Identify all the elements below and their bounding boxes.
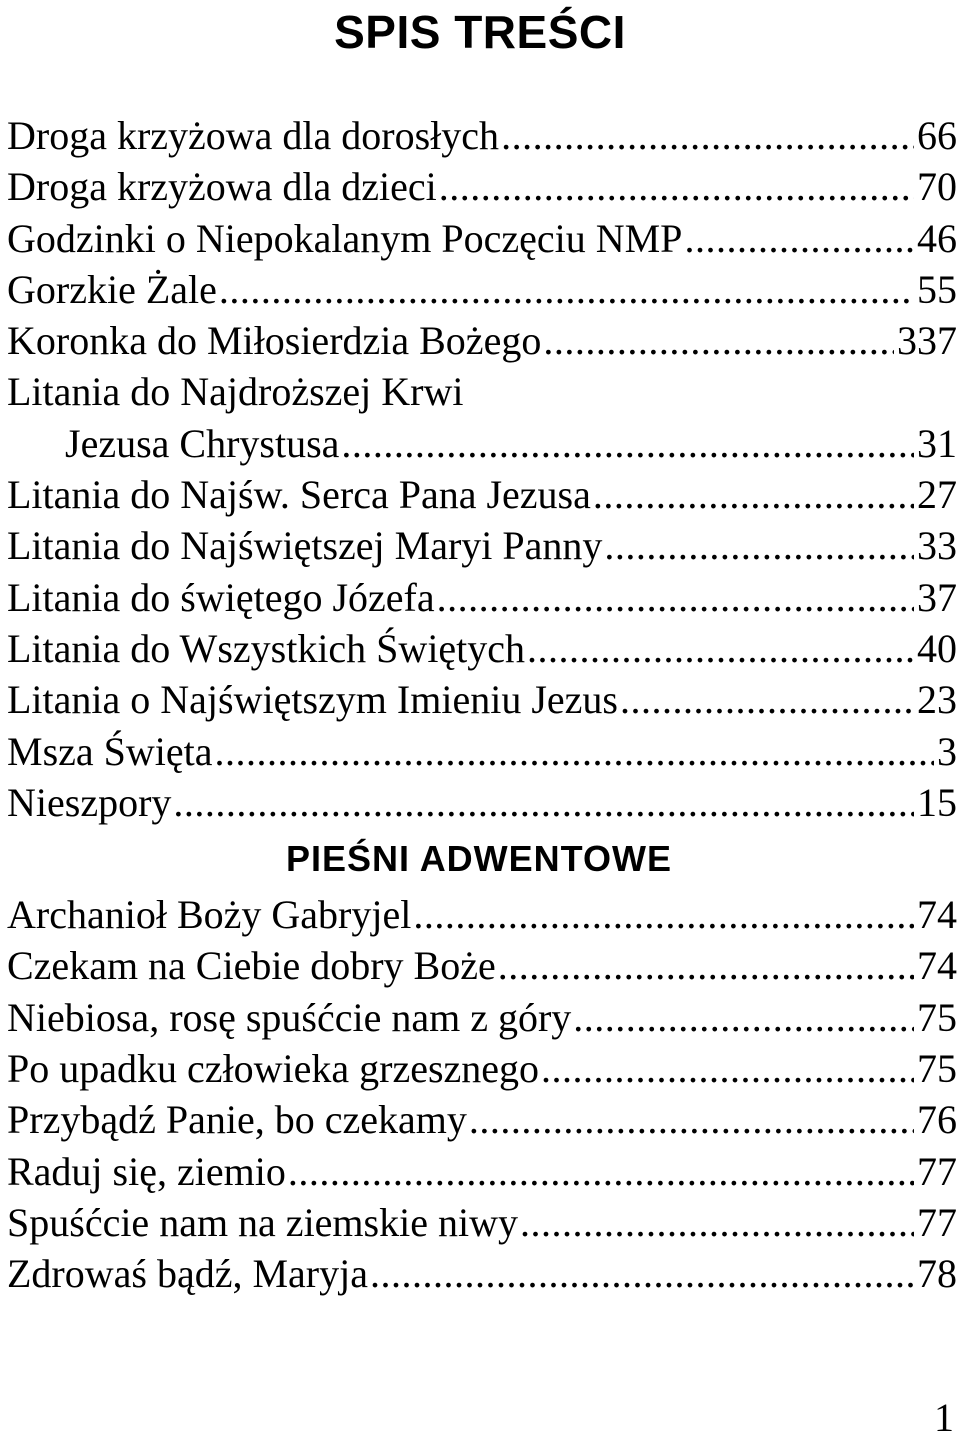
toc-entry-title: Litania do Najśw. Serca Pana Jezusa <box>7 472 591 518</box>
toc-entry <box>7 418 957 469</box>
toc-entry <box>7 940 957 991</box>
toc-entry-title: Zdrowaś bądź, Maryja <box>7 1251 368 1297</box>
toc-entry-title: Droga krzyżowa dla dzieci <box>7 164 437 210</box>
toc-entry-page: 77 <box>917 1199 957 1245</box>
toc-entry-page: 23 <box>917 677 957 723</box>
dot-leader <box>520 1197 914 1248</box>
dot-leader <box>437 572 914 623</box>
section-heading: PIEŚNI ADWENTOWE <box>285 838 673 880</box>
toc-entry <box>7 1248 957 1299</box>
dot-leader <box>543 315 894 366</box>
page-title: SPIS TREŚCI <box>334 6 626 58</box>
dot-leader <box>215 726 934 777</box>
toc-entry-page: 31 <box>917 420 957 466</box>
toc-entry-title: Msza Święta <box>7 728 213 774</box>
dot-leader <box>413 889 914 940</box>
toc-entry <box>7 469 957 520</box>
dot-leader <box>173 777 914 828</box>
page-number: 1 <box>934 1395 954 1440</box>
toc-entry-title: Czekam na Ciebie dobry Boże <box>7 943 496 989</box>
toc-entry-title: Godzinki o Niepokalanym Poczęciu NMP <box>7 215 683 261</box>
dot-leader <box>288 1146 914 1197</box>
toc-entry-title: Litania do świętego Józefa <box>7 574 435 620</box>
dot-leader <box>219 264 914 315</box>
toc-entry-page: 37 <box>917 574 957 620</box>
toc-entry-page: 33 <box>917 523 957 569</box>
toc-entry-title: Niebiosa, rosę spuśćcie nam z góry <box>7 994 572 1040</box>
toc-entry-title: Gorzkie Żale <box>7 266 217 312</box>
toc-entry-page: 78 <box>917 1251 957 1297</box>
toc-entry-title: Po upadku człowieka grzesznego <box>7 1046 540 1092</box>
toc-entry-page: 40 <box>917 625 957 671</box>
toc-entry <box>7 1146 957 1197</box>
toc-entry-page: 27 <box>917 472 957 518</box>
dot-leader <box>573 992 914 1043</box>
toc-entry <box>7 520 957 571</box>
toc-entry-page: 75 <box>917 1046 957 1092</box>
toc-entry <box>7 1197 957 1248</box>
toc-entry-page: 75 <box>917 994 957 1040</box>
dot-leader <box>620 674 914 725</box>
toc-entry <box>7 264 957 315</box>
dot-leader <box>604 520 914 571</box>
toc-entry-page: 15 <box>917 779 957 825</box>
toc-entry <box>7 726 957 777</box>
dot-leader <box>684 213 914 264</box>
toc-entry <box>7 1094 957 1145</box>
toc-entry <box>7 572 957 623</box>
toc-entry-page: 66 <box>917 113 957 158</box>
toc-entry <box>7 315 957 366</box>
toc-entry-title: Litania o Najświętszym Imieniu Jezus <box>7 677 618 723</box>
toc-entry-title: Litania do Najdroższej Krwi <box>7 369 464 415</box>
toc-entry-page: 77 <box>917 1148 957 1194</box>
toc-entry-page: 76 <box>917 1097 957 1143</box>
toc-entry-page: 337 <box>897 318 957 364</box>
toc-entry <box>7 1043 957 1094</box>
toc-entry-title: Litania do Najświętszej Maryi Panny <box>7 523 603 569</box>
toc-entry-title: Przybądź Panie, bo czekamy <box>7 1097 467 1143</box>
toc-entry-title: Droga krzyżowa dla dorosłych <box>7 113 500 158</box>
dot-leader <box>593 469 914 520</box>
toc-entry-title: Raduj się, ziemio <box>7 1148 286 1194</box>
toc-entry <box>7 777 957 828</box>
toc-entry <box>7 889 957 940</box>
toc-entry <box>7 674 957 725</box>
toc-entry-page: 46 <box>917 215 957 261</box>
toc-entry-title: Litania do Wszystkich Świętych <box>7 625 526 671</box>
toc-entry-page: 74 <box>917 943 957 989</box>
dot-leader <box>501 110 914 161</box>
toc-entry-title: Jezusa Chrystusa <box>65 420 340 466</box>
toc-entry-title: Koronka do Miłosierdzia Bożego <box>7 318 542 364</box>
toc-entry-page: 74 <box>917 892 957 938</box>
dot-leader <box>341 418 914 469</box>
toc-entry-title: Spuśćcie nam na ziemskie niwy <box>7 1199 518 1245</box>
dot-leader <box>541 1043 914 1094</box>
table-of-contents <box>7 110 957 1300</box>
dot-leader <box>498 940 914 991</box>
dot-leader <box>370 1248 914 1299</box>
toc-entry-page: 55 <box>917 266 957 312</box>
toc-entry <box>7 213 957 264</box>
toc-entry-page: 3 <box>937 728 957 774</box>
dot-leader <box>439 161 914 212</box>
toc-entry-page: 70 <box>917 164 957 210</box>
toc-entry <box>7 992 957 1043</box>
toc-entry-title: Nieszpory <box>7 779 172 825</box>
dot-leader <box>469 1094 914 1145</box>
toc-entry <box>7 110 957 161</box>
toc-entry-title: Archanioł Boży Gabryjel <box>7 892 412 938</box>
toc-entry <box>7 623 957 674</box>
toc-entry-continued <box>7 366 957 417</box>
toc-entry <box>7 161 957 212</box>
dot-leader <box>527 623 914 674</box>
